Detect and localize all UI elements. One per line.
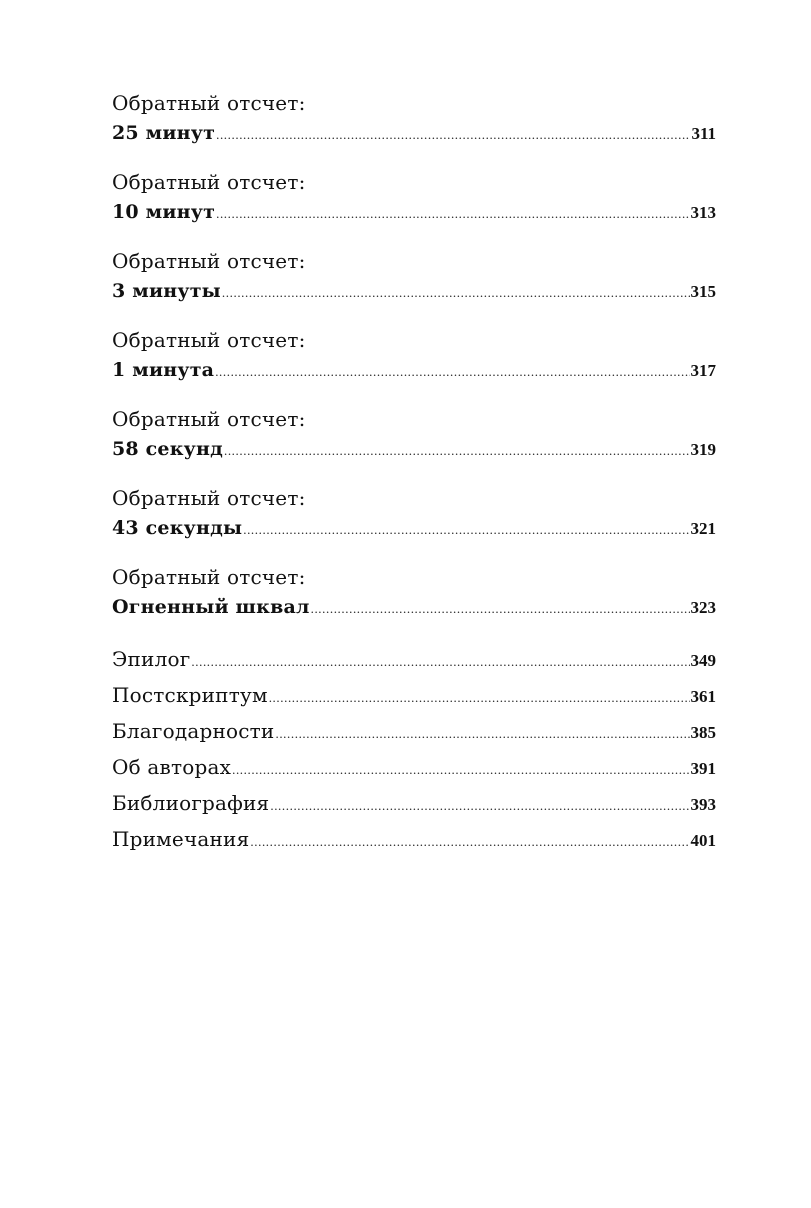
dot-leader <box>215 357 689 387</box>
entry-title: Эпилог <box>112 647 191 671</box>
page-number: 315 <box>690 282 716 301</box>
entry-label: Обратный отсчет: <box>112 486 306 510</box>
page-number: 311 <box>691 124 716 143</box>
dot-leader <box>232 752 689 788</box>
entry-title: 58 секунд <box>112 438 223 460</box>
toc-row-epilogue <box>112 641 716 677</box>
back-matter-list <box>112 641 716 857</box>
toc-entry-countdown-1-min <box>112 325 716 385</box>
dot-leader <box>269 680 690 716</box>
entry-label: Обратный отсчет: <box>112 565 306 589</box>
page-number: 317 <box>690 361 716 380</box>
entry-title: 10 минут <box>112 201 216 223</box>
entry-title: Благодарности <box>112 719 275 743</box>
toc-row <box>112 197 716 227</box>
page-number: 393 <box>690 795 716 814</box>
toc-entry-countdown-43-sec <box>112 483 716 543</box>
toc-entry-countdown-25-min <box>112 88 716 148</box>
dot-leader <box>243 515 689 545</box>
toc-entry-countdown-10-min <box>112 167 716 227</box>
toc-row-about-authors <box>112 749 716 785</box>
page-number: 391 <box>690 759 716 778</box>
page-number: 361 <box>690 687 716 706</box>
dot-leader <box>275 716 689 752</box>
page-number: 313 <box>690 203 716 222</box>
entry-title: 43 секунды <box>112 517 243 539</box>
dot-leader <box>222 278 690 308</box>
entry-title: 1 минута <box>112 359 215 381</box>
page-number: 323 <box>690 598 716 617</box>
toc-row <box>112 355 716 385</box>
toc-entry-countdown-firestorm <box>112 562 716 622</box>
toc-row-notes <box>112 821 716 857</box>
dot-leader <box>216 199 689 229</box>
entry-label: Обратный отсчет: <box>112 249 306 273</box>
dot-leader <box>216 120 690 150</box>
page-number: 401 <box>690 831 716 850</box>
toc-row-acknowledgements <box>112 713 716 749</box>
page-number: 349 <box>690 651 716 670</box>
entry-title: Постскриптум <box>112 683 268 707</box>
toc-row <box>112 434 716 464</box>
toc-row-postscript <box>112 677 716 713</box>
page-number: 321 <box>690 519 716 538</box>
entry-title: Об авторах <box>112 755 232 779</box>
dot-leader <box>191 644 689 680</box>
toc-row <box>112 118 716 148</box>
toc-row <box>112 513 716 543</box>
toc-entry-countdown-3-min <box>112 246 716 306</box>
toc-row-bibliography <box>112 785 716 821</box>
entry-title: Примечания <box>112 827 250 851</box>
dot-leader <box>224 436 690 466</box>
entry-title: Библиография <box>112 791 270 815</box>
entry-title: 25 минут <box>112 122 216 144</box>
entry-label: Обратный отсчет: <box>112 328 306 352</box>
dot-leader <box>311 594 690 624</box>
dot-leader <box>250 824 689 860</box>
toc-row <box>112 592 716 622</box>
page-number: 319 <box>690 440 716 459</box>
table-of-contents <box>112 88 716 857</box>
entry-label: Обратный отсчет: <box>112 170 306 194</box>
entry-label: Обратный отсчет: <box>112 407 306 431</box>
entry-label: Обратный отсчет: <box>112 91 306 115</box>
dot-leader <box>270 788 689 824</box>
toc-row <box>112 276 716 306</box>
page-number: 385 <box>690 723 716 742</box>
entry-title: Огненный шквал <box>112 596 310 618</box>
toc-entry-countdown-58-sec <box>112 404 716 464</box>
entry-title: 3 минуты <box>112 280 221 302</box>
